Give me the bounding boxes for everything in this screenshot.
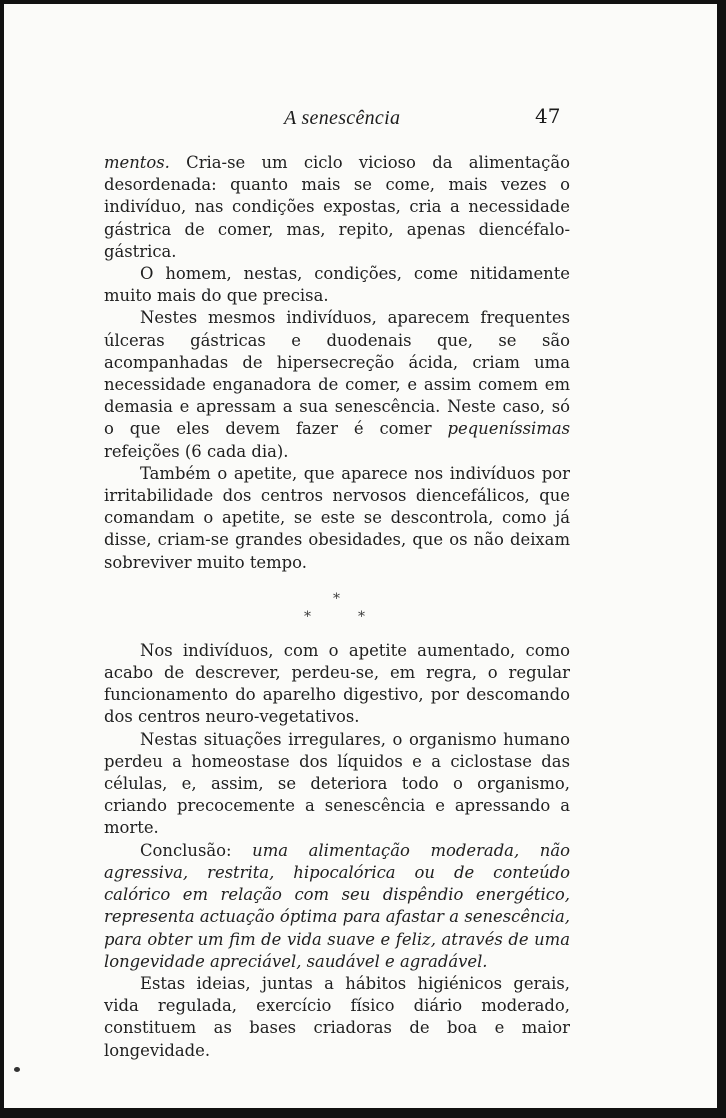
- text-run: O homem, nestas, condições, come nitidamente muito mais do que precisa.: [104, 264, 570, 306]
- section-separator: [104, 574, 570, 640]
- paragraph: [104, 640, 570, 729]
- text-run: Também o apetite, que aparece nos indivíduos por irritabilidade dos centros nervosos diencefálicos, que comandam o apetite, se este se descontrola, como já disse, criam-se grandes obesidades, que os não deixam sobreviver muito tempo.: [104, 463, 570, 572]
- ink-speck: [14, 1067, 20, 1072]
- page-number: 47: [535, 104, 561, 128]
- body-text: [104, 152, 570, 1062]
- paragraph: [104, 729, 570, 840]
- paragraph: [104, 840, 570, 973]
- paragraph: [104, 463, 570, 574]
- asterisk-right: *: [358, 608, 365, 625]
- paragraph: [104, 973, 570, 1062]
- text-run: refeições (6 cada dia).: [104, 441, 289, 461]
- text-run: Nestas situações irregulares, o organismo humano perdeu a homeostase dos líquidos e a ciclostase das células, e, assim, se deteriora todo o organismo, criando precocemente a senescência e apressando a morte.: [104, 729, 570, 838]
- paragraph: [104, 152, 570, 263]
- text-run: Nestes mesmos indivíduos, aparecem frequentes úlceras gástricas e duodenais que, se são acompanhadas de hipersecreção ácida, criam uma necessidade enganadora de comer, e assim comem em demasia e apressam a sua senescência. Neste caso, só o que eles devem fazer é comer: [104, 308, 570, 439]
- page-header: [4, 104, 717, 134]
- paragraph: [104, 263, 570, 307]
- text-run: Conclusão:: [140, 840, 253, 860]
- asterisk-left: *: [304, 608, 311, 625]
- asterisk-top: *: [333, 590, 340, 607]
- text-run: Nos indivíduos, com o apetite aumentado, como acabo de descrever, perdeu-se, em regra, o regular funcionamento do aparelho digestivo, por descomando dos centros neuro-vegetativos.: [104, 640, 570, 727]
- paragraph: [104, 307, 570, 462]
- text-run: mentos.: [104, 153, 170, 172]
- text-run: pequeníssimas: [447, 419, 570, 439]
- text-run: uma alimentação moderada, não agressiva, restrita, hipocalórica ou de conteúdo calórico em relação com seu dispêndio energético, representa actuação óptima para afastar a senescência, para obter um fim de vida suave e feliz, através de uma longevidade apreciável, saudável e agradável.: [104, 840, 570, 971]
- text-run: Cria-se um ciclo vicioso da alimentação desordenada: quanto mais se come, mais vezes o indivíduo, nas condições expostas, cria a necessidade gástrica de comer, mas, repito, apenas diencéfalo-gástrica.: [104, 153, 570, 261]
- text-run: Estas ideias, juntas a hábitos higiénicos gerais, vida regulada, exercício físico diário moderado, constituem as bases criadoras de boa e maior longevidade.: [104, 973, 570, 1060]
- running-title: A senescência: [284, 107, 401, 129]
- book-page: [4, 4, 717, 1108]
